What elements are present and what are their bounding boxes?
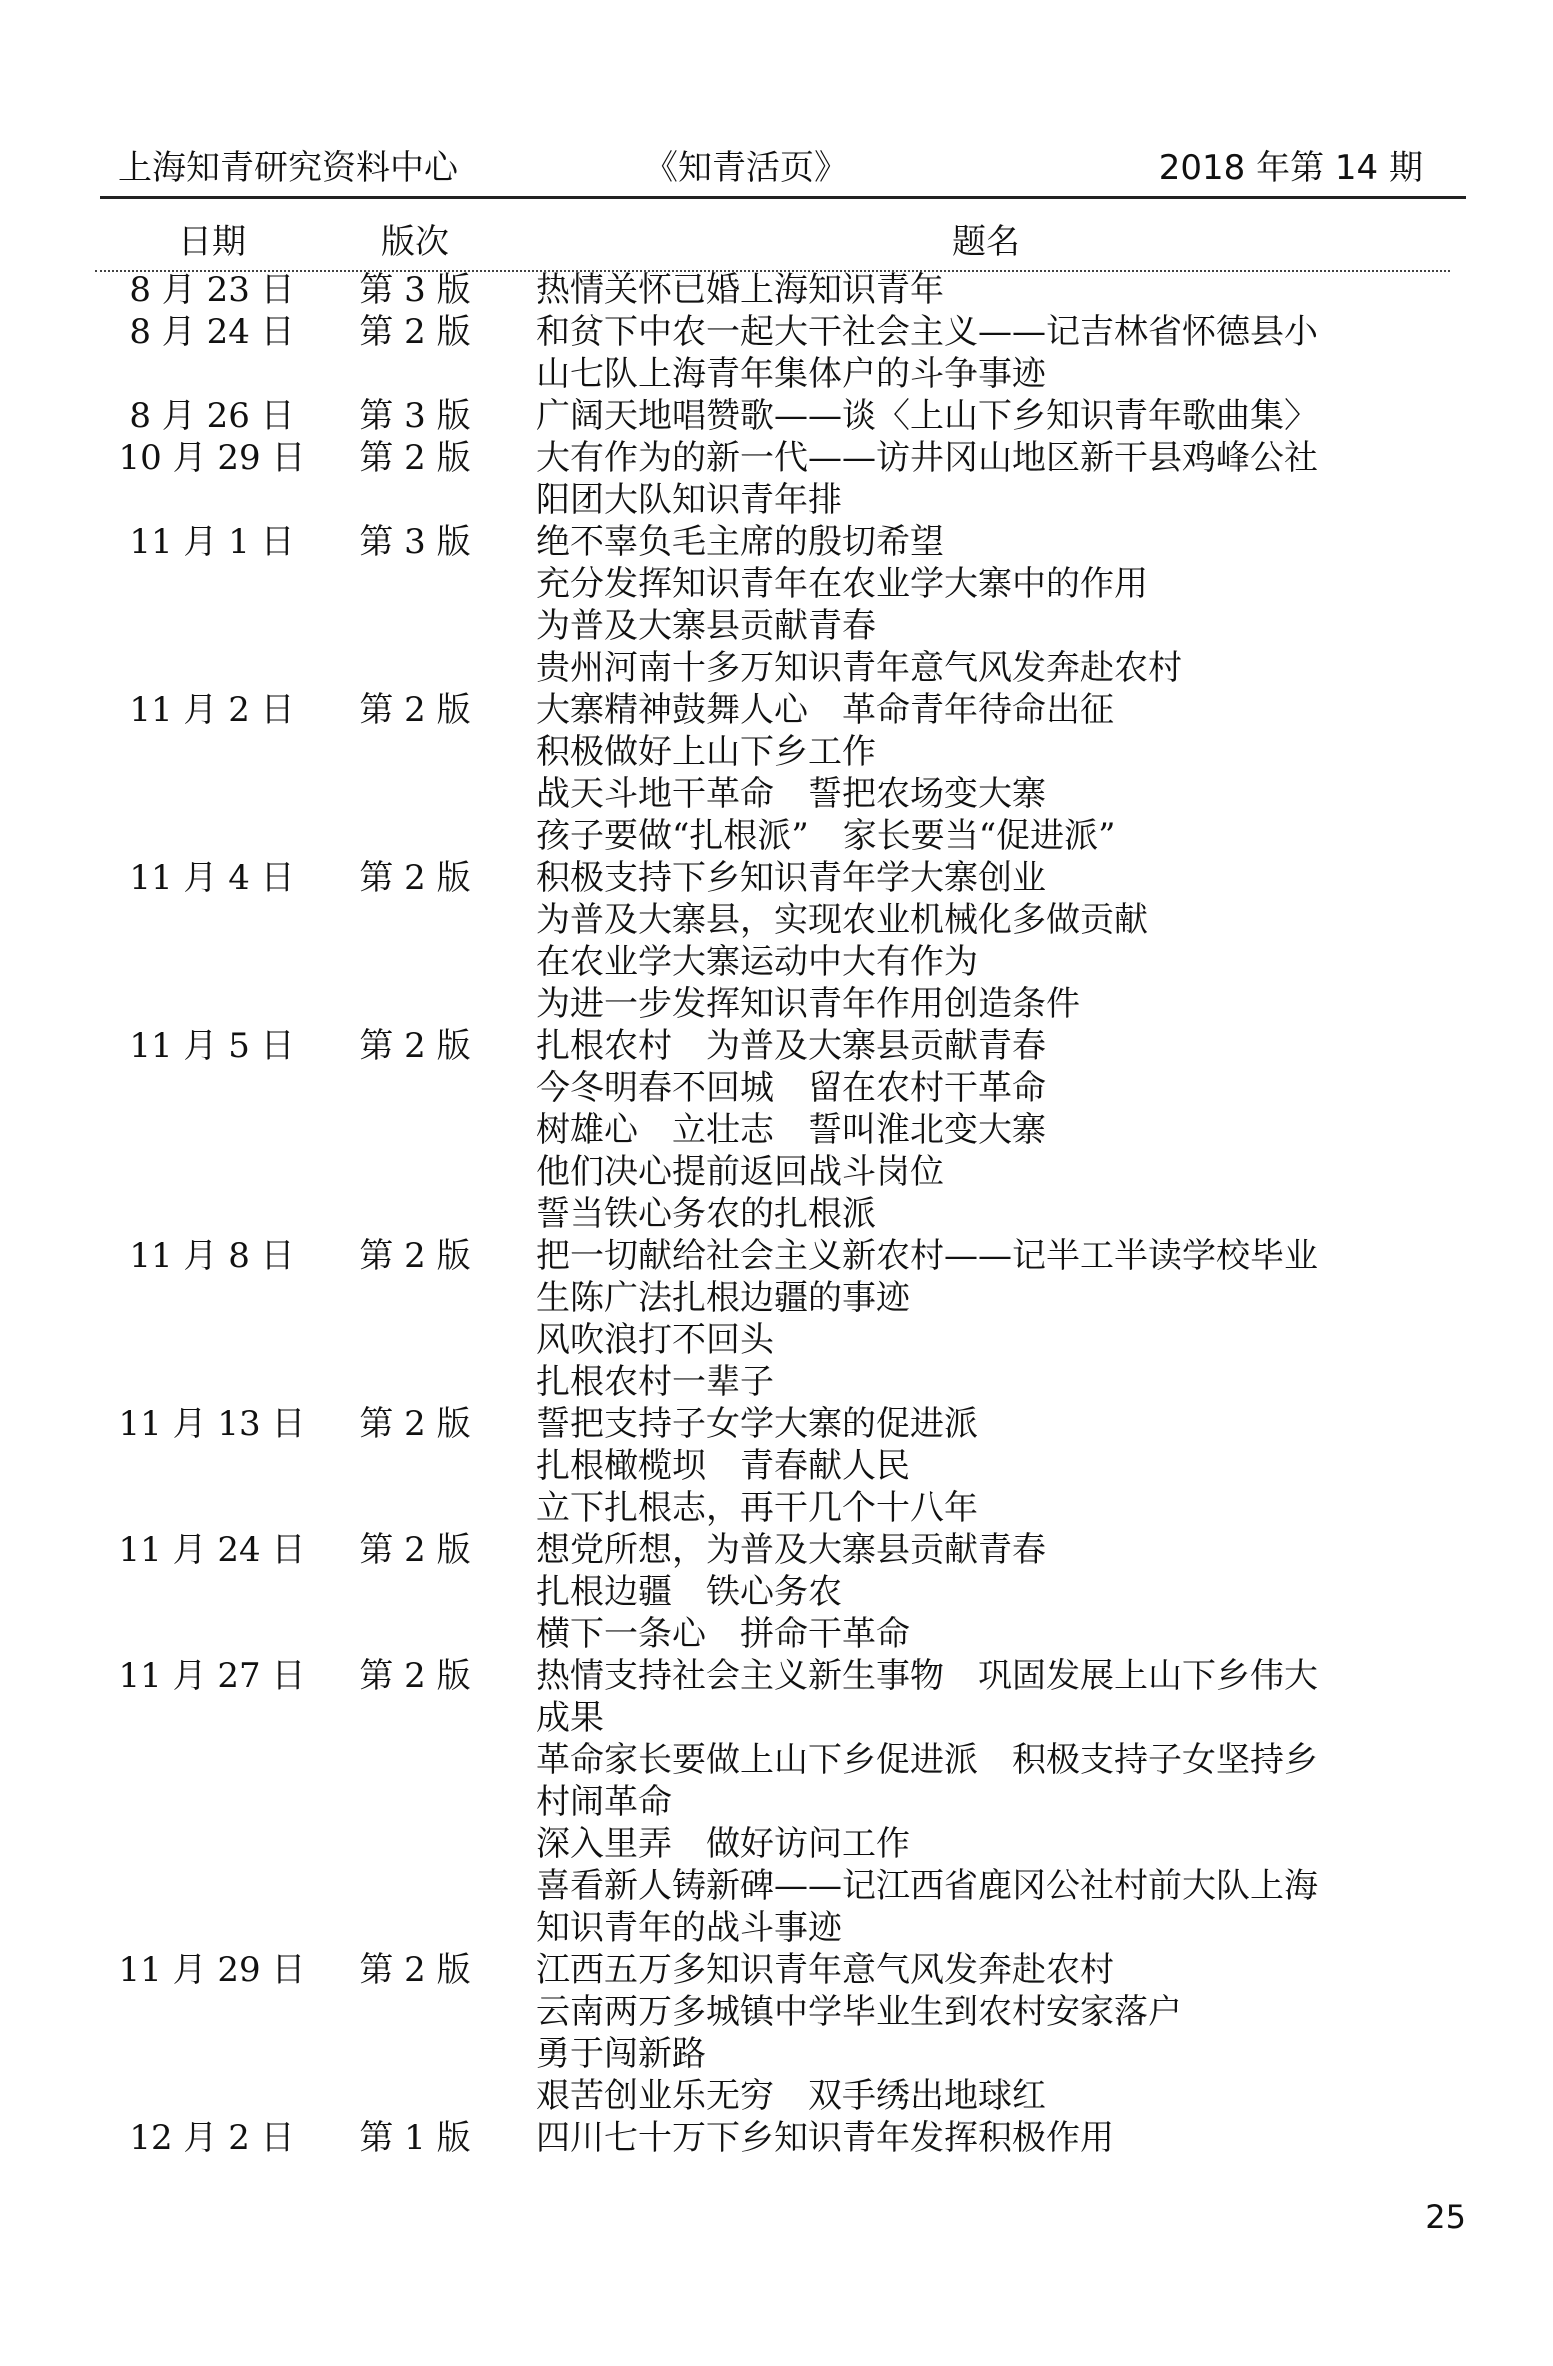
title-line: 誓把支持子女学大寨的促进派: [536, 1404, 978, 1444]
title-line: 热情支持社会主义新生事物 巩固发展上山下乡伟大: [536, 1656, 1318, 1696]
title-line: 生陈广法扎根边疆的事迹: [536, 1278, 910, 1318]
row-page: 第 3 版: [359, 396, 471, 436]
row-date: 11 月 24 日: [118, 1530, 306, 1570]
table-row: [0, 1949, 1553, 2117]
row-page: 第 2 版: [359, 1656, 471, 1696]
table-row: [0, 2117, 1553, 2159]
table-row: [0, 1529, 1553, 1655]
page-number: 25: [1425, 2198, 1466, 2236]
title-line: 扎根农村一辈子: [536, 1362, 774, 1402]
row-date: 11 月 4 日: [129, 858, 295, 898]
row-date: 11 月 1 日: [129, 522, 295, 562]
table-row: [0, 1403, 1553, 1529]
table-row: [0, 1235, 1553, 1403]
title-line: 树雄心 立壮志 誓叫淮北变大寨: [536, 1110, 1046, 1150]
row-date: 11 月 2 日: [129, 690, 295, 730]
row-titles: [536, 1403, 1436, 1529]
title-line: 为普及大寨县贡献青春: [536, 606, 876, 646]
title-line: 热情关怀已婚上海知识青年: [536, 270, 944, 310]
title-line: 深入里弄 做好访问工作: [536, 1824, 910, 1864]
header-publisher: 上海知青研究资料中心: [118, 148, 458, 188]
table-row: [0, 395, 1553, 437]
header-publication-title: 《知青活页》: [644, 148, 848, 188]
title-line: 在农业学大寨运动中大有作为: [536, 942, 978, 982]
row-date: 8 月 24 日: [129, 312, 295, 352]
row-page: 第 1 版: [359, 2118, 471, 2158]
title-line: 四川七十万下乡知识青年发挥积极作用: [536, 2118, 1114, 2158]
table-row: [0, 269, 1553, 311]
table-row: [0, 521, 1553, 689]
title-line: 广阔天地唱赞歌——谈〈上山下乡知识青年歌曲集〉: [536, 396, 1318, 436]
row-date: 8 月 23 日: [129, 270, 295, 310]
row-titles: [536, 521, 1436, 689]
title-line: 绝不辜负毛主席的殷切希望: [536, 522, 944, 562]
title-line: 为普及大寨县，实现农业机械化多做贡献: [536, 900, 1148, 940]
title-line: 横下一条心 拼命干革命: [536, 1614, 910, 1654]
title-line: 誓当铁心务农的扎根派: [536, 1194, 876, 1234]
row-date: 11 月 29 日: [118, 1950, 306, 1990]
table-row: [0, 311, 1553, 395]
table-row: [0, 689, 1553, 857]
row-titles: [536, 311, 1436, 395]
row-page: 第 2 版: [359, 1404, 471, 1444]
row-page: 第 2 版: [359, 312, 471, 352]
title-line: 和贫下中农一起大干社会主义——记吉林省怀德县小: [536, 312, 1318, 352]
title-line: 今冬明春不回城 留在农村干革命: [536, 1068, 1046, 1108]
title-line: 扎根边疆 铁心务农: [536, 1572, 842, 1612]
row-titles: [536, 2117, 1436, 2159]
row-titles: [536, 437, 1436, 521]
row-page: 第 3 版: [359, 270, 471, 310]
page-header: [118, 140, 1423, 186]
title-line: 成果: [536, 1698, 604, 1738]
title-line: 立下扎根志，再干几个十八年: [536, 1488, 978, 1528]
title-line: 江西五万多知识青年意气风发奔赴农村: [536, 1950, 1114, 1990]
row-page: 第 2 版: [359, 1530, 471, 1570]
row-titles: [536, 1235, 1436, 1403]
header-rule: [100, 196, 1466, 199]
title-line: 想党所想，为普及大寨县贡献青春: [536, 1530, 1046, 1570]
title-line: 大有作为的新一代——访井冈山地区新干县鸡峰公社: [536, 438, 1318, 478]
title-line: 孩子要做“扎根派” 家长要当“促进派”: [536, 816, 1116, 856]
title-line: 把一切献给社会主义新农村——记半工半读学校毕业: [536, 1236, 1318, 1276]
row-page: 第 2 版: [359, 858, 471, 898]
column-header-page: 版次: [381, 222, 449, 262]
title-line: 山七队上海青年集体户的斗争事迹: [536, 354, 1046, 394]
row-titles: [536, 395, 1436, 437]
title-line: 喜看新人铸新碑——记江西省鹿冈公社村前大队上海: [536, 1866, 1318, 1906]
index-table: [0, 269, 1553, 2159]
row-titles: [536, 689, 1436, 857]
title-line: 积极支持下乡知识青年学大寨创业: [536, 858, 1046, 898]
table-row: [0, 1025, 1553, 1235]
title-line: 云南两万多城镇中学毕业生到农村安家落户: [536, 1992, 1182, 2032]
title-line: 村闹革命: [536, 1782, 672, 1822]
title-line: 扎根橄榄坝 青春献人民: [536, 1446, 910, 1486]
title-line: 他们决心提前返回战斗岗位: [536, 1152, 944, 1192]
title-line: 积极做好上山下乡工作: [536, 732, 876, 772]
row-titles: [536, 1529, 1436, 1655]
row-page: 第 2 版: [359, 1236, 471, 1276]
title-line: 为进一步发挥知识青年作用创造条件: [536, 984, 1080, 1024]
row-titles: [536, 1025, 1436, 1235]
row-date: 11 月 27 日: [118, 1656, 306, 1696]
title-line: 风吹浪打不回头: [536, 1320, 774, 1360]
title-line: 革命家长要做上山下乡促进派 积极支持子女坚持乡: [536, 1740, 1318, 1780]
row-date: 8 月 26 日: [129, 396, 295, 436]
row-titles: [536, 269, 1436, 311]
row-titles: [536, 1949, 1436, 2117]
table-row: [0, 437, 1553, 521]
title-line: 知识青年的战斗事迹: [536, 1908, 842, 1948]
row-page: 第 2 版: [359, 438, 471, 478]
title-line: 大寨精神鼓舞人心 革命青年待命出征: [536, 690, 1114, 730]
row-date: 12 月 2 日: [129, 2118, 295, 2158]
row-page: 第 2 版: [359, 1026, 471, 1066]
title-line: 战天斗地干革命 誓把农场变大寨: [536, 774, 1046, 814]
row-page: 第 2 版: [359, 1950, 471, 1990]
title-line: 充分发挥知识青年在农业学大寨中的作用: [536, 564, 1148, 604]
title-line: 勇于闯新路: [536, 2034, 706, 2074]
row-page: 第 2 版: [359, 690, 471, 730]
header-issue: 2018 年第 14 期: [1158, 148, 1423, 188]
column-header-title: 题名: [952, 222, 1020, 262]
title-line: 阳团大队知识青年排: [536, 480, 842, 520]
row-titles: [536, 857, 1436, 1025]
title-line: 贵州河南十多万知识青年意气风发奔赴农村: [536, 648, 1182, 688]
row-titles: [536, 1655, 1436, 1949]
row-date: 10 月 29 日: [118, 438, 306, 478]
title-line: 扎根农村 为普及大寨县贡献青春: [536, 1026, 1046, 1066]
row-page: 第 3 版: [359, 522, 471, 562]
row-date: 11 月 13 日: [118, 1404, 306, 1444]
table-row: [0, 1655, 1553, 1949]
row-date: 11 月 8 日: [129, 1236, 295, 1276]
column-header-date: 日期: [178, 222, 246, 262]
row-date: 11 月 5 日: [129, 1026, 295, 1066]
table-row: [0, 857, 1553, 1025]
title-line: 艰苦创业乐无穷 双手绣出地球红: [536, 2076, 1046, 2116]
